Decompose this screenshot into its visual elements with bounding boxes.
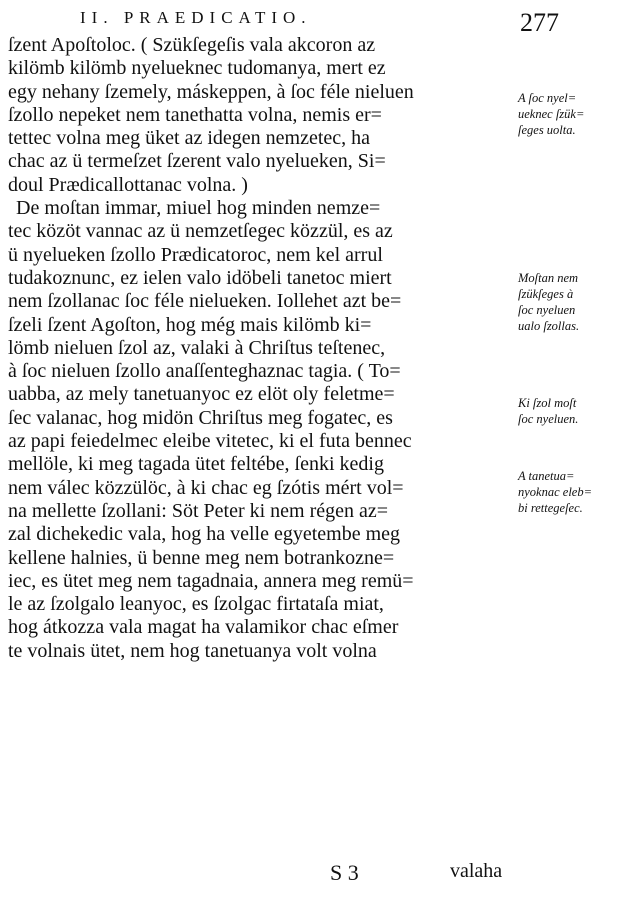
margin-note-line: ſeges uolta.: [518, 123, 576, 137]
margin-note: [518, 270, 579, 334]
text-line: doul Prædicallottanac volna. ): [8, 173, 248, 196]
text-line: te volnais ütet, nem hog tanetuanya volt volna: [8, 639, 377, 662]
margin-note-line: ſoc nyeluen.: [518, 412, 579, 426]
catchword: valaha: [450, 860, 503, 882]
text-line: tettec volna meg üket az idegen nemzetec, ha: [8, 127, 371, 150]
margin-note-line: ualo ſzollas.: [518, 319, 580, 333]
body-text: [8, 34, 513, 663]
margin-note-line: Ki ſzol moſt: [518, 396, 577, 410]
text-line: De moſtan immar, miuel hog minden nemze=: [16, 197, 381, 220]
text-line: ſzent Apoſtoloc. ( Szükſegeſis vala akcoron az: [8, 34, 376, 56]
margin-note-line: ueknec ſzük=: [518, 107, 585, 121]
text-line: mellöle, ki meg tagada ütet feltébe, ſenki kedig: [8, 453, 384, 476]
text-line: zal dichekedic vala, hog ha velle egyetembe meg: [8, 523, 401, 546]
text-line: uabba, az mely tanetuanyoc ez elöt oly feletme=: [8, 383, 395, 406]
text-line: iec, es ütet meg nem tagadnaia, annera meg remü=: [8, 569, 414, 592]
text-line: na mellette ſzollani: Söt Peter ki nem régen az=: [8, 499, 389, 522]
margin-note-line: nyoknac eleb=: [518, 485, 593, 499]
text-line: ſec valanac, hog midön Chriſtus meg fogatec, es: [8, 406, 393, 429]
text-line: nem válec közzülöc, à ki chac eg ſzótis mért vol=: [8, 476, 404, 499]
margin-note-line: ſzükſeges à: [518, 287, 574, 301]
margin-note-line: ſoc nyeluen: [518, 303, 576, 317]
text-line: ſzeli ſzent Agoſton, hog még mais kilömb ki=: [8, 313, 372, 336]
text-line: nem ſzollanac ſoc féle nielueken. Iollehet azt be=: [8, 290, 402, 313]
text-line: ſzollo nepeket nem tanethatta volna, nemis er=: [8, 103, 382, 126]
page-footer: [330, 860, 620, 886]
page-number: 277: [520, 8, 559, 37]
text-line: az papi feiedelmec eleibe vitetec, ki el futa bennec: [8, 430, 412, 453]
text-line: chac az ü termeſzet ſzerent valo nyelueken, Si=: [8, 150, 386, 173]
text-line: kilömb kilömb nyelueknec tudomanya, mert ez: [8, 57, 386, 80]
text-line: lömb nieluen ſzol az, valaki à Chriſtus teſtenec,: [8, 336, 386, 359]
text-line: tec közöt vannac az ü nemzetſegec közzül, es az: [8, 220, 393, 243]
margin-note: [518, 90, 584, 138]
margin-note-line: A ſoc nyel=: [518, 91, 577, 105]
text-line: egy nehany ſzemely, máskeppen, à ſoc féle nieluen: [8, 80, 414, 103]
margin-note-line: Moſtan nem: [518, 271, 579, 285]
margin-note: [518, 395, 578, 427]
text-line: tudakoznunc, ez ielen valo idöbeli tanetoc miert: [8, 266, 392, 289]
running-head: II. PRAEDICATIO.: [80, 8, 312, 27]
margin-note-line: A tanetua=: [518, 469, 575, 483]
text-line: à ſoc nieluen ſzollo anaſſenteghaznac tagia. ( To=: [8, 360, 401, 383]
margin-note: [518, 468, 592, 516]
margin-note-line: bi rettegeſec.: [518, 501, 583, 515]
text-line: ü nyelueken ſzollo Prædicatoroc, nem kel arrul: [8, 243, 383, 266]
signature-mark: S 3: [330, 860, 359, 885]
text-line: kellene halnies, ü benne meg nem botrankozne=: [8, 546, 395, 569]
text-line: le az ſzolgalo leanyoc, es ſzolgac firtataſa miat,: [8, 593, 384, 616]
text-line: hog átkozza vala magat ha valamikor chac eſmer: [8, 616, 399, 639]
